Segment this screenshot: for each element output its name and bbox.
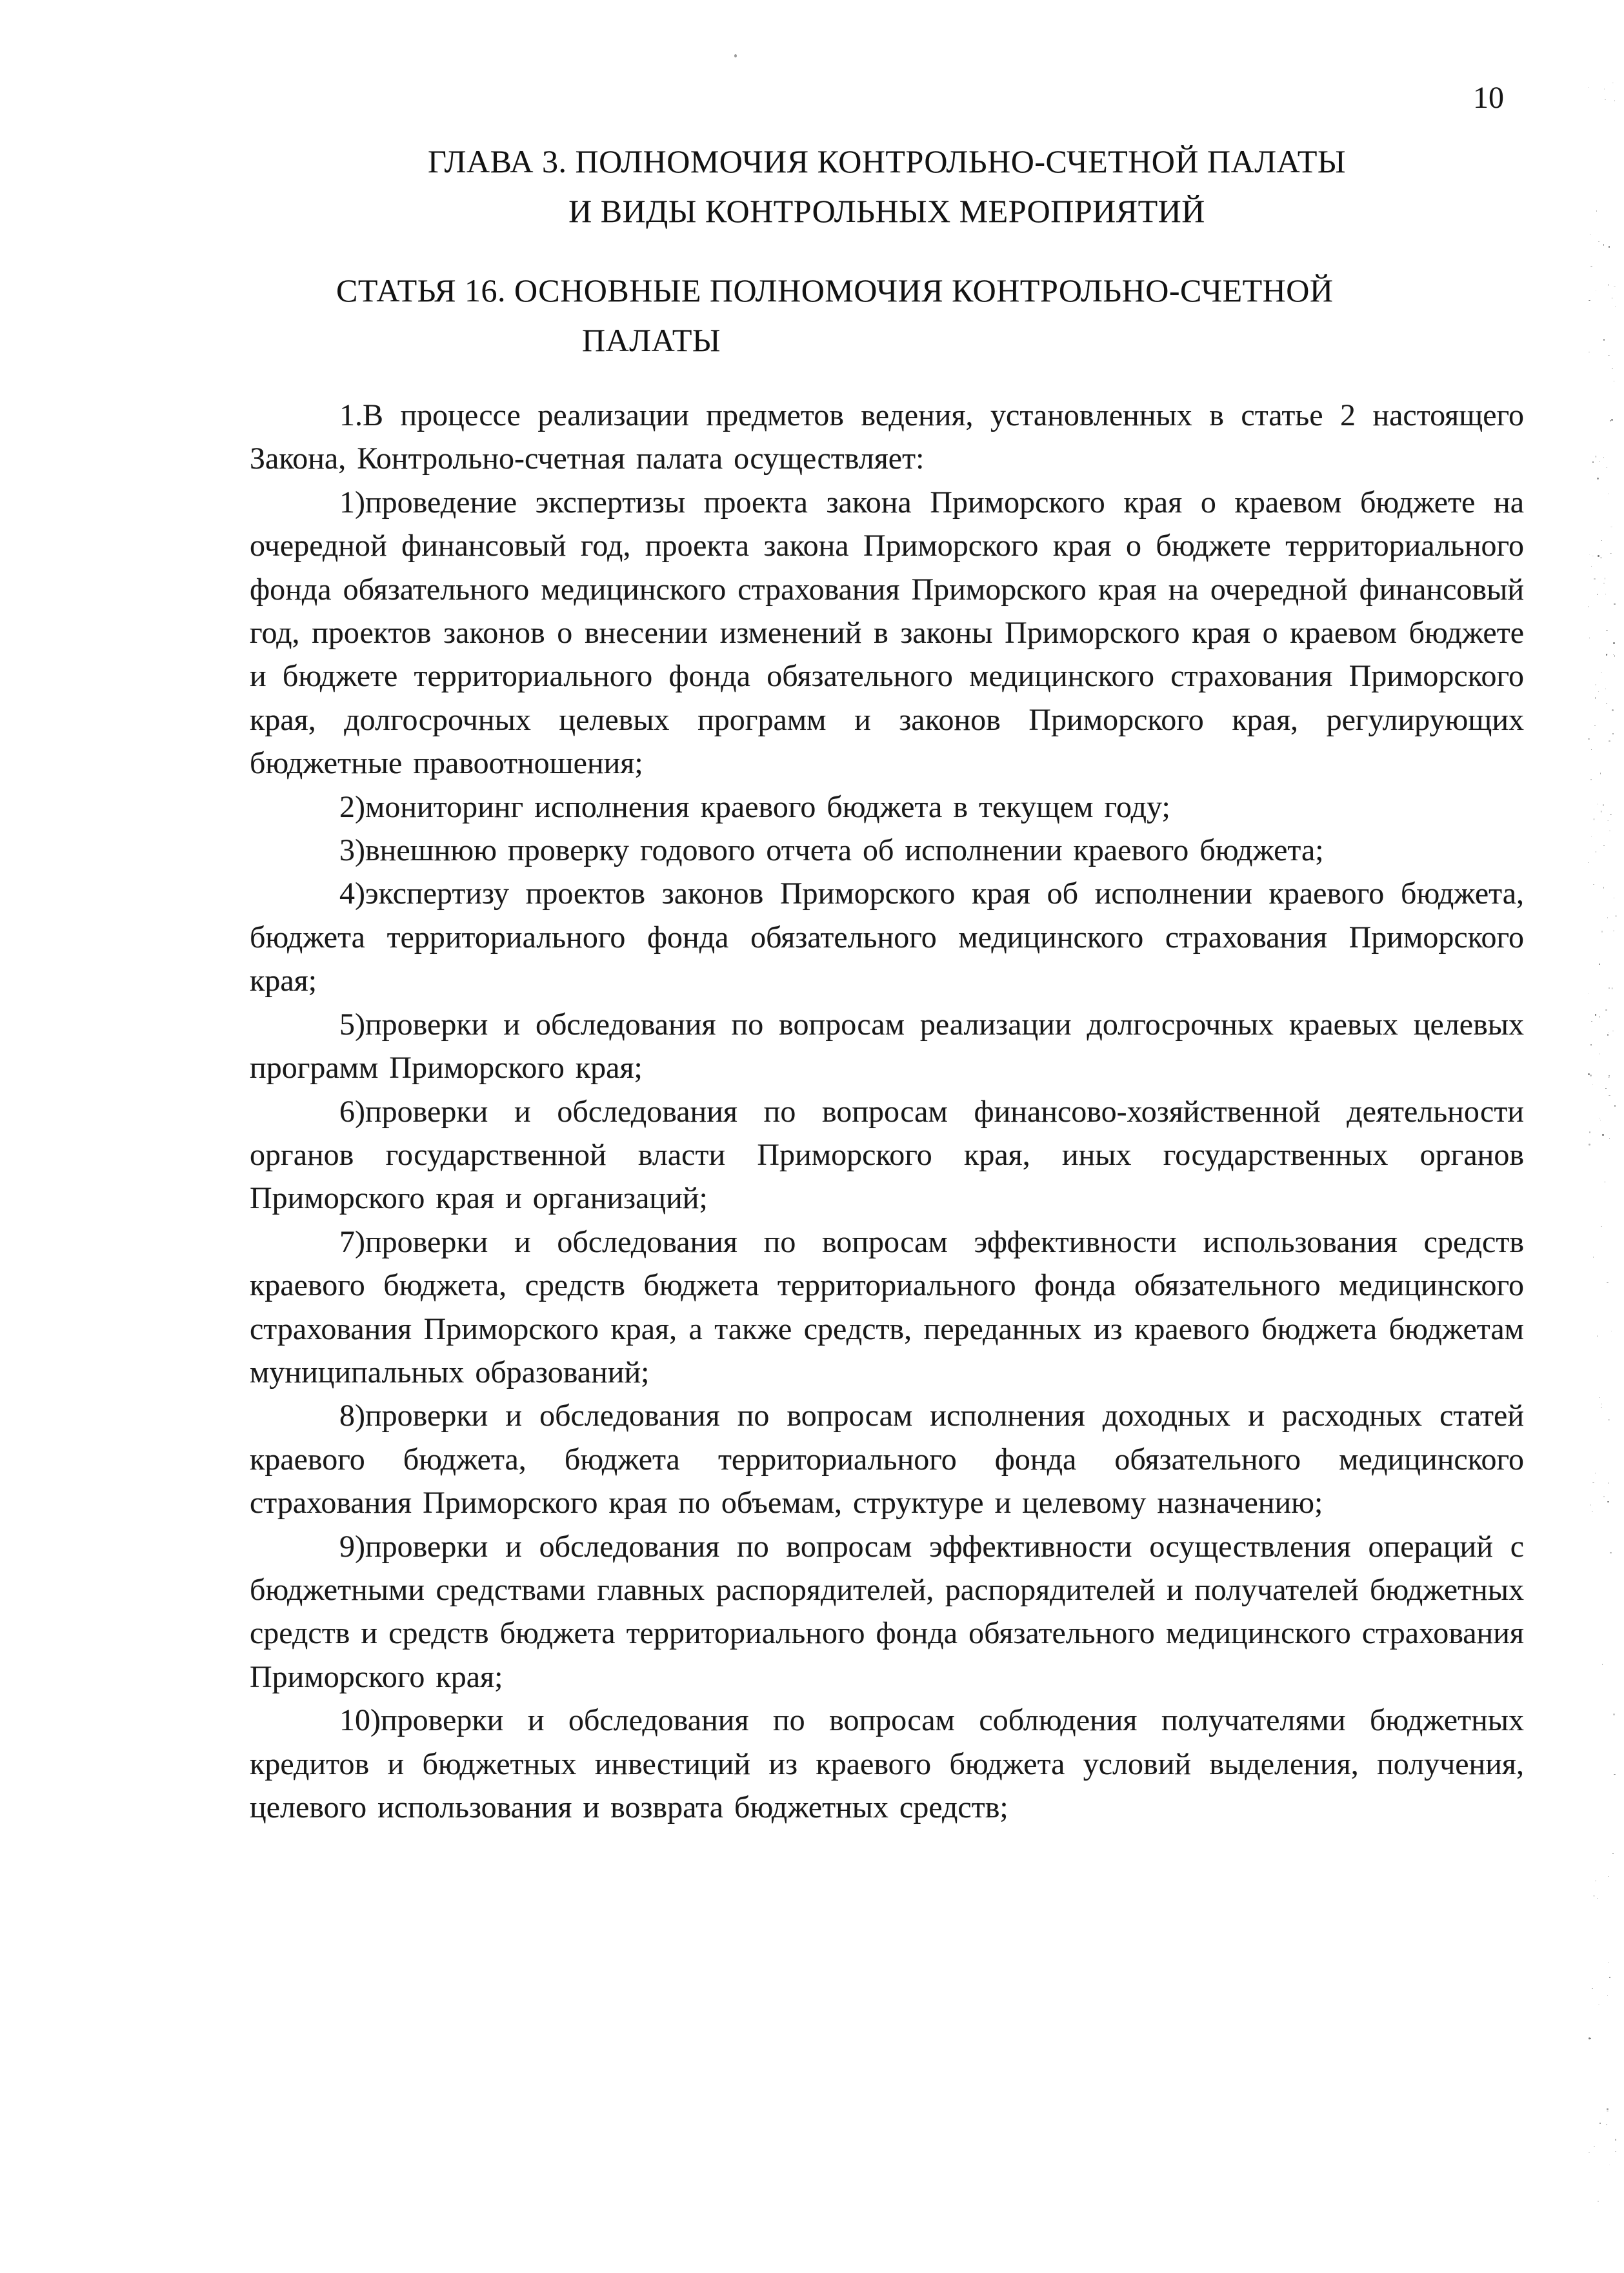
page-number: 10 xyxy=(1473,81,1504,115)
scan-noise-strip xyxy=(1587,58,1619,2233)
list-item-4: 4)экспертизу проектов законов Приморского края об исполнении краевого бюджета, бюджета территориального фонда обязательного медицинского страхования Приморского края; xyxy=(250,876,1524,998)
chapter-heading xyxy=(250,137,1524,236)
list-item-10: 10)проверки и обследования по вопросам соблюдения получателями бюджетных кредитов и бюджетных инвестиций из краевого бюджета условий выделения, получения, целевого использования и возврата бюджетных средств; xyxy=(250,1703,1524,1824)
list-item-9: 9)проверки и обследования по вопросам эффективности осуществления операций с бюджетными средствами главных распорядителей, распорядителей и получателей бюджетных средств и средств бюджета территориального фонда обязательного медицинского страхования Приморского края; xyxy=(250,1529,1524,1694)
list-item-7: 7)проверки и обследования по вопросам эффективности использования средств краевого бюджета, средств бюджета территориального фонда обязательного медицинского страхования Приморского края, а также средств, переданных из краевого бюджета бюджетам муниципальных образований; xyxy=(250,1224,1524,1389)
document-body xyxy=(250,394,1524,1829)
article-heading-line2: ПАЛАТЫ xyxy=(582,322,721,358)
list-item-2: 2)мониторинг исполнения краевого бюджета в текущем году; xyxy=(339,789,1170,824)
article-heading-line1: СТАТЬЯ 16. ОСНОВНЫЕ ПОЛНОМОЧИЯ КОНТРОЛЬНО-СЧЕТНОЙ xyxy=(336,272,1334,308)
list-item-6: 6)проверки и обследования по вопросам финансово-хозяйственной деятельности органов государственной власти Приморского края, иных государственных органов Приморского края и организаций; xyxy=(250,1094,1524,1216)
article-heading xyxy=(250,266,1524,365)
list-item-8: 8)проверки и обследования по вопросам исполнения доходных и расходных статей краевого бюджета, бюджета территориального фонда обязательного медицинского страхования Приморского края по объемам, структуре и целевому назначению; xyxy=(250,1399,1524,1520)
list-item-1: 1)проведение экспертизы проекта закона Приморского края о краевом бюджете на очередной финансовый год, проекта закона Приморского края о бюджете территориального фонда обязательного медицинского страхования Приморского края на очередной финансовый год, проектов законов о внесении изменений в законы Приморского края о краевом бюджете и бюджете территориального фонда обязательного медицинского страхования Приморского края, долгосрочных целевых программ и законов Приморского края, регулирующих бюджетные правоотношения; xyxy=(250,485,1524,781)
list-item-5: 5)проверки и обследования по вопросам реализации долгосрочных краевых целевых программ Приморского края; xyxy=(250,1007,1524,1086)
intro-paragraph: 1.В процессе реализации предметов ведения, установленных в статье 2 настоящего Закона, Контрольно-счетная палата осуществляет: xyxy=(250,398,1524,476)
chapter-heading-line1: ГЛАВА 3. ПОЛНОМОЧИЯ КОНТРОЛЬНО-СЧЕТНОЙ ПАЛАТЫ xyxy=(428,143,1346,179)
list-item-3: 3)внешнюю проверку годового отчета об исполнении краевого бюджета; xyxy=(339,833,1324,868)
chapter-heading-line2: И ВИДЫ КОНТРОЛЬНЫХ МЕРОПРИЯТИЙ xyxy=(568,193,1205,229)
scan-speck xyxy=(734,54,737,57)
